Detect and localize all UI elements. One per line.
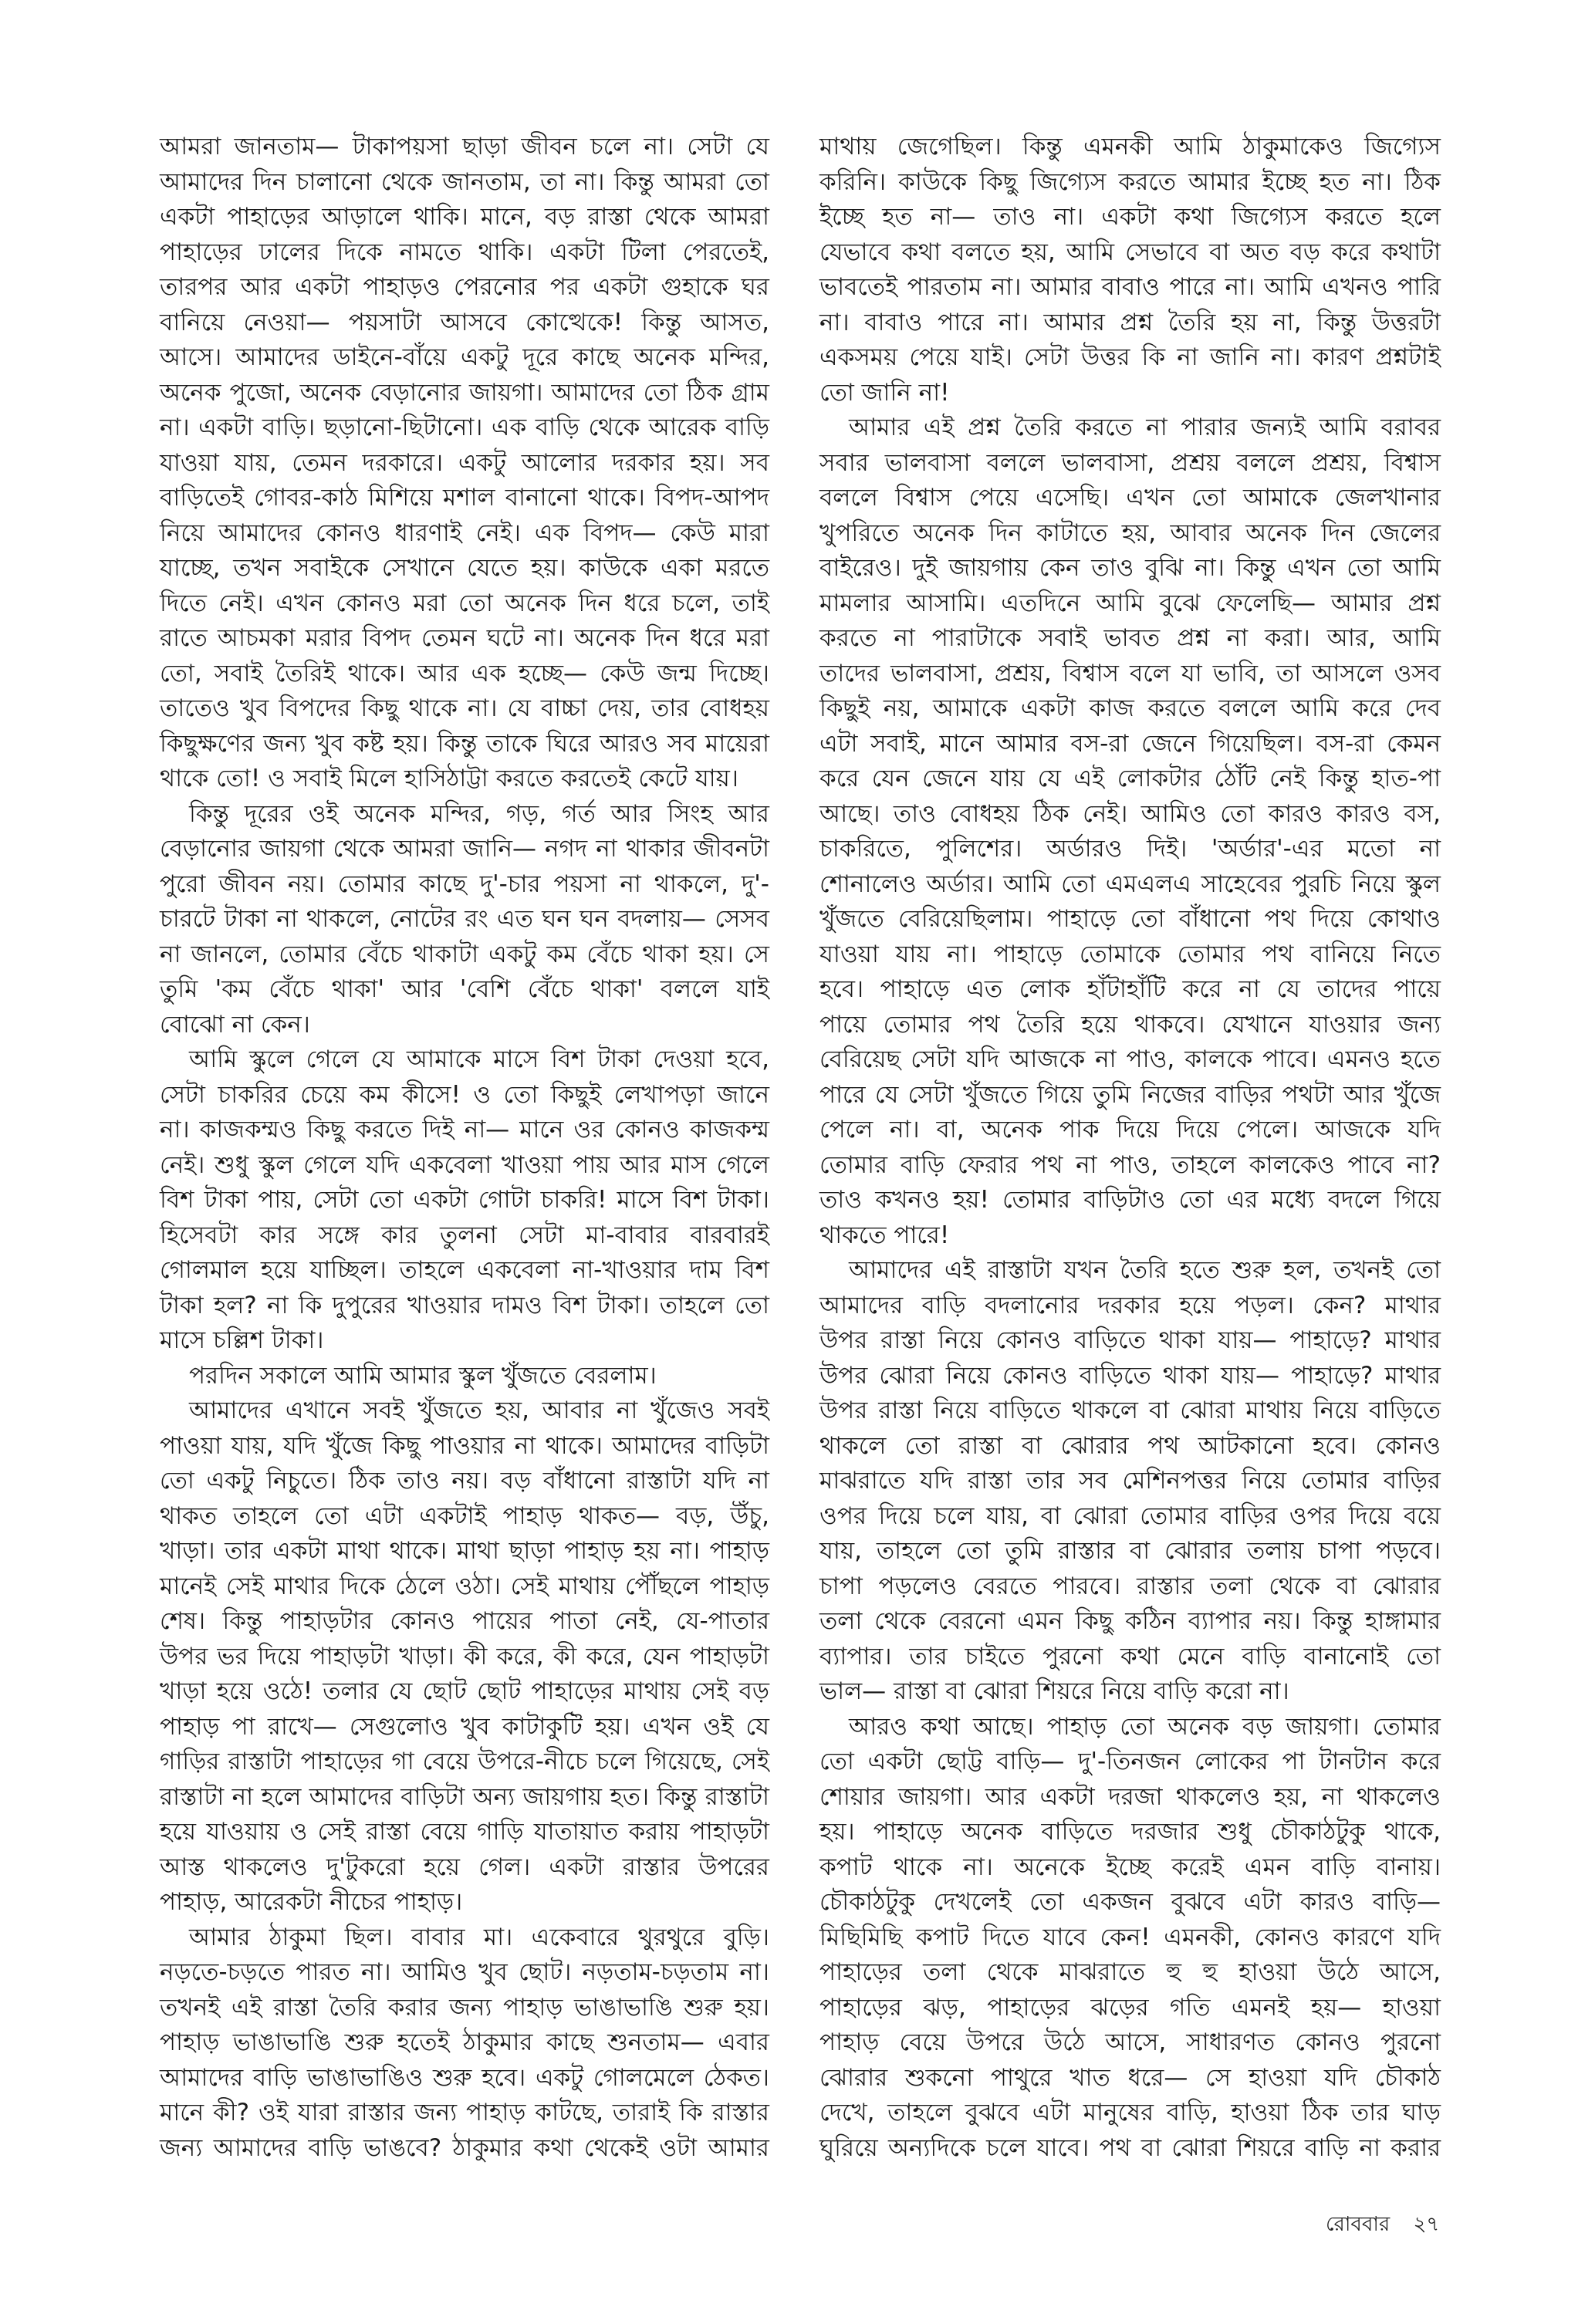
- text-line: হয়ে যাওয়ায় ও সেই রাস্তা বেয়ে গাড়ি যাতায়াত করায় পাহাড়টা: [160, 1818, 769, 1846]
- text-line: আমাদের বাড়ি ভাঙাভাঙিও শুরু হবে। একটু গোলমেলে ঠেকত।: [160, 2063, 769, 2092]
- text-line: বিশ টাকা পায়, সেটা তো একটা গোটা চাকরি! মাসে বিশ টাকা।: [160, 1186, 769, 1214]
- text-line: আস্ত থাকলেও দু'টুকরো হয়ে গেল। একটা রাস্তার উপরের: [160, 1853, 769, 1881]
- text-line: পারে যে সেটা খুঁজতে গিয়ে তুমি নিজের বাড়ির পথটা আর খুঁজে: [819, 1080, 1441, 1109]
- paragraph: [819, 410, 1441, 1253]
- text-column-right: [819, 130, 1441, 2166]
- text-line: বাড়িতেই গোবর-কাঠ মিশিয়ে মশাল বানানো থাকে। বিপদ-আপদ: [160, 484, 769, 512]
- text-line: রাতে আচমকা মরার বিপদ তেমন ঘটে না। অনেক দিন ধরে মরা: [160, 624, 769, 652]
- text-line: সেটা চাকরির চেয়ে কম কীসে! ও তো কিছুই লেখাপড়া জানে: [160, 1080, 769, 1109]
- text-line: পায়ে তোমার পথ তৈরি হয়ে থাকবে। যেখানে যাওয়ার জন্য: [819, 1010, 1441, 1039]
- text-line: নেই। শুধু স্কুল গেলে যদি একবেলা খাওয়া পায় আর মাস গেলে: [160, 1150, 769, 1179]
- text-line: তো জানি না!: [819, 378, 950, 407]
- text-line: উপর রাস্তা নিয়ে বাড়িতে থাকলে বা ঝোরা মাথায় নিয়ে বাড়িতে: [819, 1397, 1441, 1424]
- text-line: চারটে টাকা না থাকলে, নোটের রং এত ঘন ঘন বদলায়— সেসব: [160, 905, 769, 933]
- paragraph: [819, 130, 1441, 410]
- text-line: শেষ। কিন্তু পাহাড়টার কোনও পায়ের পাতা নেই, যে-পাতার: [160, 1607, 769, 1635]
- text-line: শোয়ার জায়গা। আর একটা দরজা থাকলেও হয়, না থাকলেও: [819, 1782, 1441, 1811]
- text-line: তো একটা ছোট্ট বাড়ি— দু'-তিনজন লোকের পা টানটান করে: [819, 1748, 1441, 1775]
- text-line: রাস্তাটা না হলে আমাদের বাড়িটা অন্য জায়গায় হত। কিন্তু রাস্তাটা: [160, 1782, 769, 1811]
- text-line: উপর ভর দিয়ে পাহাড়টা খাড়া। কী করে, কী করে, যেন পাহাড়টা: [160, 1642, 769, 1670]
- text-line: মিছিমিছি কপাট দিতে যাবে কেন! এমনকী, কোনও কারণে যদি: [819, 1923, 1441, 1951]
- text-line: ওপর দিয়ে চলে যায়, বা ঝোরা তোমার বাড়ির ওপর দিয়ে বয়ে: [819, 1501, 1441, 1530]
- text-line: বানিয়ে নেওয়া— পয়সাটা আসবে কোত্থেকে! কিন্তু আসত,: [160, 308, 769, 336]
- text-line: হয়। পাহাড়ে অনেক বাড়িতে দরজার শুধু চৌকাঠটুকু থাকে,: [819, 1818, 1441, 1846]
- text-line: করিনি। কাউকে কিছু জিগ্যেস করতে আমার ইচ্ছে হত না। ঠিক: [819, 167, 1441, 196]
- text-line: না। কাজকম্মও কিছু করতে দিই না— মানে ওর কোনও কাজকম্ম: [160, 1116, 769, 1143]
- text-line: থাকতে পারে!: [819, 1221, 950, 1249]
- text-line: তুমি 'কম বেঁচে থাকা' আর 'বেশি বেঁচে থাকা' বললে যাই: [160, 975, 769, 1003]
- text-line: কিছুই নয়, আমাকে একটা কাজ করতে বললে আমি করে দেব: [819, 694, 1441, 722]
- text-line: থাকলে তো রাস্তা বা ঝোরার পথ আটকানো হবে। কোনও: [819, 1431, 1441, 1460]
- text-line: শোনালেও অর্ডার। আমি তো এমএলএ সাহেবের পুরচি নিয়ে স্কুল: [819, 870, 1441, 898]
- text-line: তলা থেকে বেরনো এমন কিছু কঠিন ব্যাপার নয়। কিন্তু হাঙ্গামার: [819, 1607, 1441, 1635]
- text-line: যায়, তাহলে তো তুমি রাস্তার বা ঝোরার তলায় চাপা পড়বে।: [819, 1537, 1441, 1565]
- text-line: করতে না পারাটাকে সবাই ভাবত প্রশ্ন না করা। আর, আমি: [819, 624, 1441, 652]
- text-line: আমার এই প্রশ্ন তৈরি করতে না পারার জন্যই আমি বরাবর: [849, 414, 1441, 441]
- text-line: তাও কখনও হয়! তোমার বাড়িটাও তো এর মধ্যে বদলে গিয়ে: [819, 1186, 1441, 1214]
- text-line: পাহাড়ের তলা থেকে মাঝরাতে হু হু হাওয়া উঠে আসে,: [819, 1958, 1441, 1986]
- text-line: নিয়ে আমাদের কোনও ধারণাই নেই। এক বিপদ— কেউ মারা: [160, 519, 769, 547]
- text-line: খাড়া হয়ে ওঠে! তলার যে ছোট ছোট পাহাড়ের মাথায় সেই বড়: [160, 1677, 769, 1705]
- text-line: হিসেবটা কার সঙ্গে কার তুলনা সেটা মা-বাবার বারবারই: [160, 1221, 769, 1249]
- text-line: আমার ঠাকুমা ছিল। বাবার মা। একেবারে থুরথুরে বুড়ি।: [189, 1923, 769, 1951]
- text-line: তাদের ভালবাসা, প্রশ্রয়, বিশ্বাস বলে যা ভাবি, তা আসলে ওসব: [819, 659, 1441, 687]
- text-column-left: [160, 130, 769, 2166]
- text-line: ভাবতেই পারতাম না। আমার বাবাও পারে না। আমি এখনও পারি: [819, 273, 1441, 301]
- text-line: আমাদের দিন চালানো থেকে জানতাম, তা না। কিন্তু আমরা তো: [160, 167, 769, 196]
- text-line: থাকত তাহলে তো এটা একটাই পাহাড় থাকত— বড়, উঁচু,: [160, 1501, 769, 1530]
- text-line: মাথায় জেগেছিল। কিন্তু এমনকী আমি ঠাকুমাকেও জিগ্যেস: [819, 133, 1441, 160]
- text-line: যাচ্ছে, তখন সবাইকে সেখানে যেতে হয়। কাউকে একা মরতে: [160, 554, 769, 582]
- text-line: দিতে নেই। এখন কোনও মরা তো অনেক দিন ধরে চলে, তাই: [160, 589, 769, 617]
- text-line: চাকরিতে, পুলিশের। অর্ডারও দিই। 'অর্ডার'-এর মতো না: [819, 835, 1441, 863]
- text-line: একসময় পেয়ে যাই। সেটা উত্তর কি না জানি না। কারণ প্রশ্নটাই: [819, 343, 1441, 371]
- text-line: তাতেও খুব বিপদের কিছু থাকে না। যে বাচ্চা দেয়, তার বোধহয়: [160, 694, 769, 722]
- text-line: না জানলে, তোমার বেঁচে থাকাটা একটু কম বেঁচে থাকা হয়। সে: [160, 940, 769, 968]
- text-line: পাহাড়ের ঝড়, পাহাড়ের ঝড়ের গতি এমনই হয়— হাওয়া: [819, 1993, 1441, 2022]
- text-line: মাসে চল্লিশ টাকা।: [160, 1326, 324, 1354]
- text-line: মাঝরাতে যদি রাস্তা তার সব মেশিনপত্তর নিয়ে তোমার বাড়ির: [819, 1467, 1441, 1495]
- paragraph: [160, 1359, 769, 1394]
- paragraph: [819, 1253, 1441, 1710]
- paragraph: [160, 1920, 769, 2167]
- text-line: খাড়া। তার একটা মাথা থাকে। মাথা ছাড়া পাহাড় হয় না। পাহাড়: [160, 1537, 769, 1565]
- text-line: বেড়ানোর জায়গা থেকে আমরা জানি— নগদ না থাকার জীবনটা: [160, 835, 769, 863]
- text-line: উপর রাস্তা নিয়ে কোনও বাড়িতে থাকা যায়— পাহাড়ে? মাথার: [819, 1326, 1441, 1354]
- text-line: একটা পাহাড়ের আড়ালে থাকি। মানে, বড় রাস্তা থেকে আমরা: [160, 203, 769, 231]
- text-line: কিছুক্ষণের জন্য খুব কষ্ট হয়। কিন্তু তাকে ঘিরে আরও সব মায়েরা: [160, 729, 769, 758]
- paragraph: [160, 1393, 769, 1920]
- text-line: আরও কথা আছে। পাহাড় তো অনেক বড় জায়গা। তোমার: [849, 1712, 1441, 1741]
- text-line: হবে। পাহাড়ে এত লোক হাঁটাহাঁটি করে না যে তাদের পায়ে: [819, 975, 1441, 1003]
- paragraph: [160, 797, 769, 1043]
- text-line: তো একটু নিচুতে। ঠিক তাও নয়। বড় বাঁধানো রাস্তাটা যদি না: [160, 1467, 769, 1495]
- text-line: না। একটা বাড়ি। ছড়ানো-ছিটানো। এক বাড়ি থেকে আরেক বাড়ি: [160, 414, 769, 441]
- paragraph: [819, 1710, 1441, 2167]
- text-line: চাপা পড়লেও বেরতে পারবে। রাস্তার তলা থেকে বা ঝোরার: [819, 1572, 1441, 1600]
- text-line: বাইরেও। দুই জায়গায় কেন তাও বুঝি না। কিন্তু এখন তো আমি: [819, 554, 1441, 582]
- text-line: পুরো জীবন নয়। তোমার কাছে দু'-চার পয়সা না থাকলে, দু'-: [160, 870, 769, 898]
- text-line: আমরা জানতাম— টাকাপয়সা ছাড়া জীবন চলে না। সেটা যে: [160, 133, 769, 160]
- text-line: গাড়ির রাস্তাটা পাহাড়ের গা বেয়ে উপরে-নীচে চলে গিয়েছে, সেই: [160, 1748, 769, 1775]
- paragraph: [160, 1042, 769, 1359]
- text-line: ইচ্ছে হত না— তাও না। একটা কথা জিগ্যেস করতে হলে: [819, 203, 1441, 231]
- text-line: ভাল— রাস্তা বা ঝোরা শিয়রে নিয়ে বাড়ি করো না।: [819, 1677, 1289, 1705]
- text-line: আমি স্কুলে গেলে যে আমাকে মাসে বিশ টাকা দেওয়া হবে,: [189, 1045, 769, 1073]
- text-line: পাহাড়, আরেকটা নীচের পাহাড়।: [160, 1888, 463, 1916]
- text-line: বোঝো না কেন।: [160, 1010, 310, 1039]
- text-line: যাওয়া যায়, তেমন দরকারে। একটু আলোর দরকার হয়। সব: [160, 448, 769, 477]
- text-line: টাকা হল? না কি দুপুরের খাওয়ার দামও বিশ টাকা। তাহলে তো: [160, 1291, 769, 1319]
- text-line: খুপরিতে অনেক দিন কাটাতে হয়, আবার অনেক দিন জেলের: [819, 519, 1441, 547]
- text-line: না। বাবাও পারে না। আমার প্রশ্ন তৈরি হয় না, কিন্তু উত্তরটা: [819, 308, 1441, 336]
- text-line: থাকে তো! ও সবাই মিলে হাসিঠাট্টা করতে করতেই কেটে যায়।: [160, 765, 739, 792]
- text-line: বেরিয়েছ সেটা যদি আজকে না পাও, কালকে পাবে। এমনও হতে: [819, 1045, 1441, 1073]
- text-line: মানেই সেই মাথার দিকে ঠেলে ওঠা। সেই মাথায় পৌঁছলে পাহাড়: [160, 1572, 769, 1600]
- page-number: ২৭: [1413, 2213, 1440, 2236]
- page-footer: [1326, 2208, 1456, 2242]
- text-line: পেলে না। বা, অনেক পাক দিয়ে দিয়ে পেলে। আজকে যদি: [819, 1116, 1441, 1143]
- text-line: ঘুরিয়ে অন্যদিকে চলে যাবে। পথ বা ঝোরা শিয়রে বাড়ি না করার: [819, 2133, 1441, 2162]
- text-line: তো, সবাই তৈরিই থাকে। আর এক হচ্ছে— কেউ জন্ম দিচ্ছে।: [160, 659, 769, 687]
- text-line: বললে বিশ্বাস পেয়ে এসেছি। এখন তো আমাকে জেলখানার: [819, 484, 1441, 512]
- text-line: দেখে, তাহলে বুঝবে এটা মানুষের বাড়ি, হাওয়া ঠিক তার ঘাড়: [819, 2099, 1441, 2126]
- text-line: মামলার আসামি। এতদিনে আমি বুঝে ফেলেছি— আমার প্রশ্ন: [819, 589, 1441, 617]
- text-line: এটা সবাই, মানে আমার বস-রা জেনে গিয়েছিল। বস-রা কেমন: [819, 729, 1441, 758]
- footer-section-name: রোববার: [1326, 2213, 1391, 2236]
- text-line: পাহাড় ভাঙাভাঙি শুরু হতেই ঠাকুমার কাছে শুনতাম— এবার: [160, 2028, 769, 2056]
- text-line: পাহাড় বেয়ে উপরে উঠে আসে, সাধারণত কোনও পুরনো: [819, 2028, 1441, 2056]
- text-line: ঝোরার শুকনো পাথুরে খাত ধরে— সে হাওয়া যদি চৌকাঠ: [819, 2063, 1441, 2092]
- text-line: যেভাবে কথা বলতে হয়, আমি সেভাবে বা অত বড় করে কথাটা: [819, 238, 1441, 266]
- text-line: জন্য আমাদের বাড়ি ভাঙবে? ঠাকুমার কথা থেকেই ওটা আমার: [160, 2133, 769, 2162]
- paragraph: [160, 130, 769, 797]
- text-line: খুঁজতে বেরিয়েছিলাম। পাহাড়ে তো বাঁধানো পথ দিয়ে কোথাও: [819, 905, 1441, 933]
- text-line: পরদিন সকালে আমি আমার স্কুল খুঁজতে বেরলাম।: [189, 1361, 657, 1390]
- text-line: করে যেন জেনে যায় যে এই লোকটার ঠোঁট নেই কিন্তু হাত-পা: [819, 765, 1441, 792]
- text-line: তোমার বাড়ি ফেরার পথ না পাও, তাহলে কালকেও পাবে না?: [819, 1150, 1441, 1179]
- text-line: ব্যাপার। তার চাইতে পুরনো কথা মেনে বাড়ি বানানোই তো: [819, 1642, 1441, 1670]
- text-line: নড়তে-চড়তে পারত না। আমিও খুব ছোট। নড়তাম-চড়তাম না।: [160, 1958, 769, 1986]
- text-line: আমাদের এখানে সবই খুঁজতে হয়, আবার না খুঁজেও সবই: [189, 1397, 769, 1424]
- text-line: আমাদের বাড়ি বদলানোর দরকার হয়ে পড়ল। কেন? মাথার: [819, 1291, 1441, 1319]
- text-line: তখনই এই রাস্তা তৈরি করার জন্য পাহাড় ভাঙাভাঙি শুরু হয়।: [160, 1993, 769, 2022]
- text-line: আমাদের এই রাস্তাটা যখন তৈরি হতে শুরু হল, তখনই তো: [849, 1256, 1441, 1284]
- text-line: পাহাড়ের ঢালের দিকে নামতে থাকি। একটা টিলা পেরতেই,: [160, 238, 769, 266]
- text-line: চৌকাঠটুকু দেখলেই তো একজন বুঝবে এটা কারও বাড়ি—: [819, 1888, 1441, 1916]
- text-line: কিন্তু দূরের ওই অনেক মন্দির, গড়, গর্ত আর সিংহ আর: [189, 799, 769, 828]
- text-line: মানে কী? ওই যারা রাস্তার জন্য পাহাড় কাটছে, তারাই কি রাস্তার: [160, 2099, 769, 2126]
- text-line: সবার ভালবাসা বললে ভালবাসা, প্রশ্রয় বললে প্রশ্রয়, বিশ্বাস: [819, 448, 1441, 477]
- text-line: আছে। তাও বোধহয় ঠিক নেই। আমিও তো কারও কারও বস,: [819, 799, 1441, 828]
- text-line: উপর ঝোরা নিয়ে কোনও বাড়িতে থাকা যায়— পাহাড়ে? মাথার: [819, 1361, 1441, 1390]
- text-line: পাওয়া যায়, যদি খুঁজে কিছু পাওয়ার না থাকে। আমাদের বাড়িটা: [160, 1431, 769, 1460]
- text-line: কপাট থাকে না। অনেকে ইচ্ছে করেই এমন বাড়ি বানায়।: [819, 1853, 1441, 1881]
- text-line: গোলমাল হয়ে যাচ্ছিল। তাহলে একবেলা না-খাওয়ার দাম বিশ: [160, 1256, 769, 1284]
- text-line: তারপর আর একটা পাহাড়ও পেরনোর পর একটা গুহাকে ঘর: [160, 273, 769, 301]
- text-line: যাওয়া যায় না। পাহাড়ে তোমাকে তোমার পথ বানিয়ে নিতে: [819, 940, 1441, 968]
- text-line: অনেক পুজো, অনেক বেড়ানোর জায়গা। আমাদের তো ঠিক গ্রাম: [160, 378, 769, 407]
- text-line: পাহাড় পা রাখে— সেগুলোও খুব কাটাকুটি হয়। এখন ওই যে: [160, 1712, 769, 1741]
- text-line: আসে। আমাদের ডাইনে-বাঁয়ে একটু দূরে কাছে অনেক মন্দির,: [160, 343, 769, 371]
